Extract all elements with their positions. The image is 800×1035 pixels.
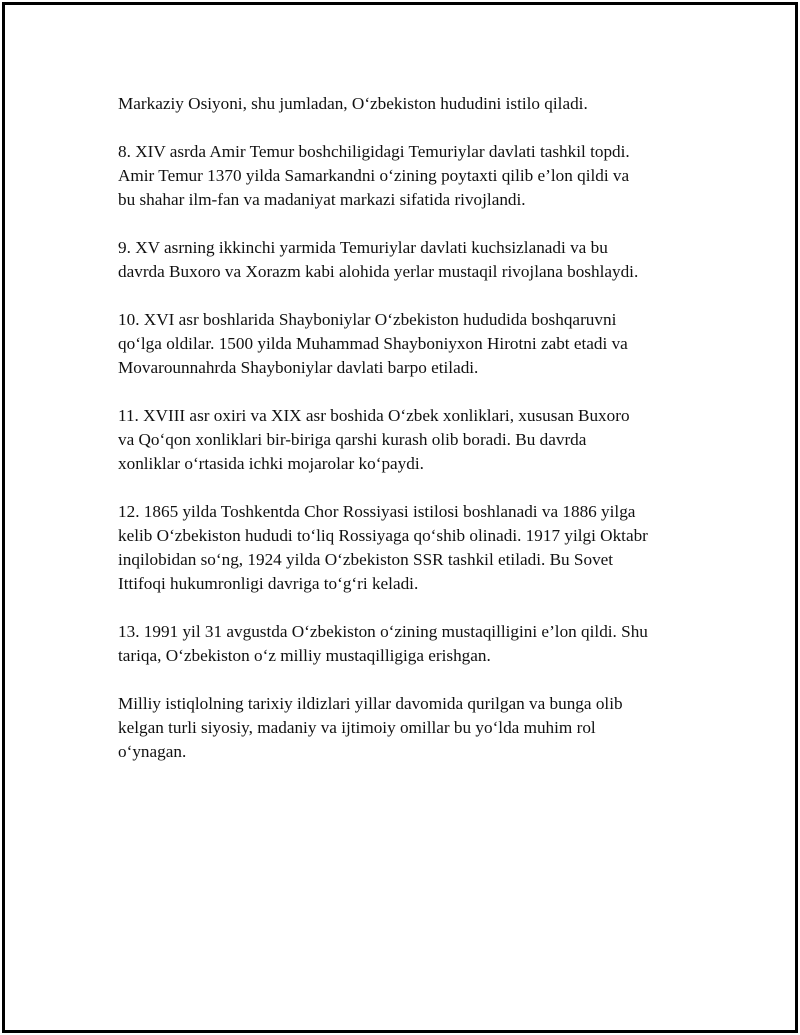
document-body — [118, 92, 698, 788]
paragraph-intro: Markaziy Osiyoni, shu jumladan, O‘zbekiston hududini istilo qiladi. — [118, 94, 588, 113]
paragraph-item-8: 8. XIV asrda Amir Temur boshchiligidagi Temuriylar davlati tashkil topdi. Amir Temur 1370 yilda Samarkandni o‘zining poytaxti qilib e’lon qildi va bu shahar ilm-fan va madaniyat markazi sifatida rivojlandi. — [118, 142, 630, 209]
paragraph-item-13: 13. 1991 yil 31 avgustda O‘zbekiston o‘zining mustaqilligini e’lon qildi. Shu tariqa, O‘zbekiston o‘z milliy mustaqilligiga erishgan. — [118, 622, 648, 665]
paragraph-conclusion: Milliy istiqlolning tarixiy ildizlari yillar davomida qurilgan va bunga olib kelgan turli siyosiy, madaniy va ijtimoiy omillar bu yo‘lda muhim rol o‘ynagan. — [118, 694, 623, 761]
paragraph-item-10: 10. XVI asr boshlarida Shayboniylar O‘zbekiston hududida boshqaruvni qo‘lga oldilar. 1500 yilda Muhammad Shayboniyxon Hirotni zabt etadi va Movarounnahrda Shayboniylar davlati barpo etiladi. — [118, 310, 628, 377]
paragraph-item-12: 12. 1865 yilda Toshkentda Chor Rossiyasi istilosi boshlanadi va 1886 yilga kelib O‘zbekiston hududi to‘liq Rossiyaga qo‘shib olinadi. 1917 yilgi Oktabr inqilobidan so‘ng, 1924 yilda O‘zbekiston SSR tashkil etiladi. Bu Sovet Ittifoqi hukumronligi davriga to‘g‘ri keladi. — [118, 502, 648, 593]
paragraph-item-9: 9. XV asrning ikkinchi yarmida Temuriylar davlati kuchsizlanadi va bu davrda Buxoro va Xorazm kabi alohida yerlar mustaqil rivojlana boshlaydi. — [118, 238, 639, 281]
paragraph-item-11: 11. XVIII asr oxiri va XIX asr boshida O‘zbek xonliklari, xususan Buxoro va Qo‘qon xonliklari bir-biriga qarshi kurash olib boradi. Bu davrda xonliklar o‘rtasida ichki mojarolar ko‘paydi. — [118, 406, 630, 473]
